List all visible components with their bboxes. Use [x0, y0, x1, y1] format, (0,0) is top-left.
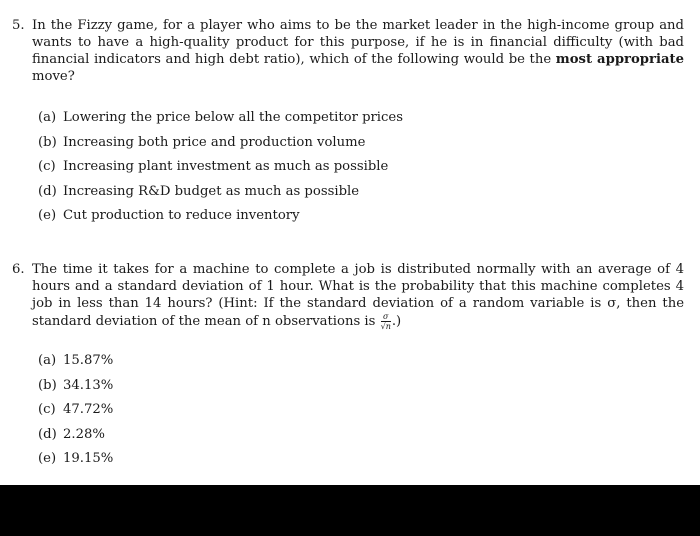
option-text: 2.28%: [63, 426, 105, 442]
question-text: [32, 17, 684, 85]
option-text: 34.13%: [63, 377, 114, 393]
option-letter: (d): [38, 183, 57, 199]
option-letter: (c): [38, 402, 56, 417]
question-6-stem: [12, 261, 684, 331]
question-text: [32, 261, 684, 331]
option-letter: (a): [38, 110, 57, 125]
answer-options: [38, 349, 113, 472]
option-letter: (e): [38, 451, 57, 466]
option-letter: (a): [38, 353, 57, 368]
option-letter: (b): [38, 377, 57, 393]
answer-option-c: [38, 398, 113, 423]
question-5-stem: [12, 17, 684, 85]
option-text: Increasing plant investment as much as possible: [63, 159, 389, 174]
option-letter: (c): [38, 159, 56, 174]
answer-option-d: [38, 180, 403, 205]
answer-option-c: [38, 155, 403, 180]
question-number: 5.: [12, 18, 25, 33]
answer-option-d: [38, 423, 113, 448]
answer-option-a: [38, 349, 113, 374]
black-bottom-bar: [0, 485, 700, 536]
answer-option-e: [38, 204, 403, 229]
option-text: Increasing R&D budget as much as possible: [63, 183, 360, 199]
question-6: [12, 261, 684, 466]
question-text-part: The time it takes for a machine to complete a job is distributed normally with an average of 4 hours and a standard deviation of 1 hour. What is the probability that this machine completes 4 job in less than 14 hours? (Hint: If the standard deviation of a random variable is σ, then the standard deviation of the mean of n observations is: [32, 262, 684, 329]
option-letter: (d): [38, 426, 57, 442]
fraction-denominator: √n: [380, 322, 391, 331]
question-text-emphasis: most appropriate: [555, 52, 684, 67]
option-letter: (b): [38, 134, 57, 150]
option-text: Increasing both price and production volume: [63, 134, 366, 150]
option-letter: (e): [38, 208, 57, 223]
answer-option-e: [38, 447, 113, 472]
option-text: 19.15%: [63, 451, 114, 466]
answer-option-a: [38, 106, 403, 131]
option-text: Lowering the price below all the competitor prices: [63, 110, 403, 125]
option-text: Cut production to reduce inventory: [63, 208, 300, 223]
answer-option-b: [38, 131, 403, 156]
question-number: 6.: [12, 262, 25, 277]
answer-option-b: [38, 374, 113, 399]
question-text-part: move?: [32, 69, 75, 84]
sigma-over-root-n-fraction: [381, 312, 391, 331]
fraction-numerator: σ: [381, 312, 391, 322]
option-text: 15.87%: [63, 353, 114, 368]
question-5: [12, 17, 684, 223]
question-text-part: In the Fizzy game, for a player who aims to be the market leader in the high-income group and wants to have a high-quality product for this purpose, if he is in financial difficulty (with bad financial indicators and high debt ratio), which of the following would be the: [32, 18, 684, 67]
option-text: 47.72%: [63, 402, 114, 417]
answer-options: [38, 106, 403, 229]
question-text-part: .): [391, 314, 402, 329]
